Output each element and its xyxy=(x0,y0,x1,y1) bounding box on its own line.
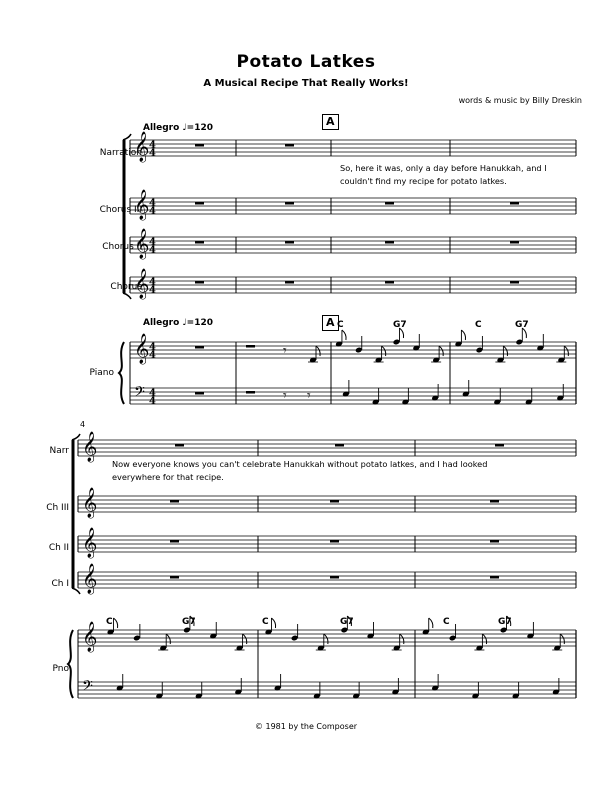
note-flag xyxy=(347,616,351,626)
half-rest xyxy=(246,391,255,394)
time-signature: 4 xyxy=(149,198,156,209)
rehearsal-mark-a-piano: A xyxy=(322,315,339,331)
whole-rest xyxy=(285,281,294,284)
instrument-label-narr: Narr xyxy=(49,446,69,456)
bracket-hook xyxy=(123,134,131,140)
whole-rest xyxy=(195,202,204,205)
composer-credit: words & music by Billy Dreskin xyxy=(458,96,582,105)
whole-rest xyxy=(195,281,204,284)
note-flag xyxy=(324,634,328,644)
note-flag xyxy=(522,328,526,338)
instrument-label-chorus-2: Chorus II xyxy=(102,242,142,252)
instrument-label-piano: Piano xyxy=(89,368,114,378)
bass-clef-icon: 𝄢 xyxy=(82,678,93,698)
time-signature: 4 xyxy=(149,350,156,361)
note-flag xyxy=(507,616,511,626)
whole-rest xyxy=(385,241,394,244)
copyright-footer: © 1981 by the Composer xyxy=(254,722,358,731)
note-flag xyxy=(271,618,275,628)
eighth-rest: 𝄾 xyxy=(307,388,311,404)
whole-rest xyxy=(330,576,339,579)
note-flag xyxy=(482,634,486,644)
time-signature: 4 xyxy=(149,285,156,296)
whole-rest xyxy=(195,241,204,244)
chord-symbol: G7 xyxy=(182,617,196,627)
piano-brace xyxy=(68,630,73,698)
eighth-rest: 𝄾 xyxy=(283,343,287,359)
note-flag xyxy=(190,616,194,626)
chord-symbol: G7 xyxy=(515,320,529,330)
note-flag xyxy=(114,618,118,628)
whole-rest xyxy=(385,281,394,284)
narration-text-1: So, here it was, only a day before Hanukkah, and I couldn't find my recipe for potato latkes. xyxy=(340,163,547,186)
treble-clef-icon: 𝄞 xyxy=(134,190,150,220)
treble-clef-icon: 𝄞 xyxy=(82,488,98,518)
treble-clef-icon: 𝄞 xyxy=(82,622,98,652)
narration-text-2: Now everyone knows you can't celebrate Hanukkah without potato latkes, and I had looked everywhere for that recipe. xyxy=(112,459,488,482)
whole-rest xyxy=(330,500,339,503)
whole-rest xyxy=(285,144,294,147)
time-signature: 4 xyxy=(149,342,156,353)
chord-symbol: G7 xyxy=(498,617,512,627)
whole-rest xyxy=(170,500,179,503)
note-flag xyxy=(400,634,404,644)
treble-clef-icon: 𝄞 xyxy=(134,269,150,299)
note-flag xyxy=(166,634,170,644)
instrument-label-narration: Narration xyxy=(99,148,142,158)
treble-clef-icon: 𝄞 xyxy=(134,132,150,162)
treble-clef-icon: 𝄞 xyxy=(134,334,150,364)
chord-symbol: C xyxy=(475,320,482,330)
whole-rest xyxy=(490,500,499,503)
time-signature: 4 xyxy=(149,396,156,407)
bracket-hook xyxy=(72,434,80,440)
whole-rest xyxy=(195,346,204,349)
note-flag xyxy=(399,328,403,338)
eighth-rest: 𝄾 xyxy=(283,388,287,404)
chord-symbol: C xyxy=(106,617,113,627)
piano-brace xyxy=(119,342,124,404)
whole-rest xyxy=(510,202,519,205)
whole-rest xyxy=(335,444,344,447)
treble-clef-icon: 𝄞 xyxy=(82,528,98,558)
note-flag xyxy=(461,330,465,340)
instrument-label-ch2: Ch II xyxy=(48,543,69,553)
notation-symbols xyxy=(68,131,568,699)
staff-lines xyxy=(78,140,576,698)
half-rest xyxy=(246,345,255,348)
bracket-hook xyxy=(123,293,131,299)
chord-symbol: G7 xyxy=(393,320,407,330)
bracket-hook xyxy=(72,588,80,594)
time-signature: 4 xyxy=(149,140,156,151)
whole-rest xyxy=(285,202,294,205)
whole-rest xyxy=(490,576,499,579)
instrument-label-ch3: Ch III xyxy=(46,503,69,513)
time-signature: 4 xyxy=(149,277,156,288)
chord-symbol: C xyxy=(262,617,269,627)
note-flag xyxy=(243,634,247,644)
bass-clef-icon: 𝄢 xyxy=(134,384,145,404)
note-flag xyxy=(316,346,320,356)
time-signature: 4 xyxy=(149,245,156,256)
whole-rest xyxy=(490,540,499,543)
whole-rest xyxy=(195,144,204,147)
instrument-label-ch1: Ch I xyxy=(51,579,69,589)
barlines xyxy=(78,140,576,698)
treble-clef-icon: 𝄞 xyxy=(82,564,98,594)
chord-symbol: G7 xyxy=(340,617,354,627)
tempo-marking: Allegro ♩=120 xyxy=(143,123,214,133)
instrument-label-chorus-3: Chorus III xyxy=(99,205,142,215)
note-flag xyxy=(382,346,386,356)
whole-rest xyxy=(510,281,519,284)
note-flag xyxy=(342,330,346,340)
whole-rest xyxy=(170,540,179,543)
time-signature: 4 xyxy=(149,388,156,399)
whole-rest xyxy=(330,540,339,543)
note-flag xyxy=(564,346,568,356)
whole-rest xyxy=(510,241,519,244)
note-flag xyxy=(560,634,564,644)
chord-symbol: C xyxy=(337,320,344,330)
time-signature: 4 xyxy=(149,148,156,159)
whole-rest xyxy=(195,392,204,395)
tempo-marking-piano: Allegro ♩=120 xyxy=(143,318,214,328)
note-flag xyxy=(503,346,507,356)
note-flag xyxy=(439,346,443,356)
note-flag xyxy=(429,618,433,628)
treble-clef-icon: 𝄞 xyxy=(82,432,98,462)
whole-rest xyxy=(495,444,504,447)
instrument-label-chorus-1: Chorus xyxy=(110,282,142,292)
whole-rest xyxy=(285,241,294,244)
whole-rest xyxy=(170,576,179,579)
whole-rest xyxy=(385,202,394,205)
time-signature: 4 xyxy=(149,206,156,217)
whole-rest xyxy=(175,444,184,447)
treble-clef-icon: 𝄞 xyxy=(134,229,150,259)
score-subtitle: A Musical Recipe That Really Works! xyxy=(203,78,409,89)
rehearsal-mark-a: A xyxy=(322,114,339,130)
score-title: Potato Latkes xyxy=(236,52,376,72)
time-signature: 4 xyxy=(149,237,156,248)
chord-symbol: C xyxy=(443,617,450,627)
instrument-label-pno: Pno xyxy=(52,664,69,674)
measure-number: 4 xyxy=(80,420,86,429)
